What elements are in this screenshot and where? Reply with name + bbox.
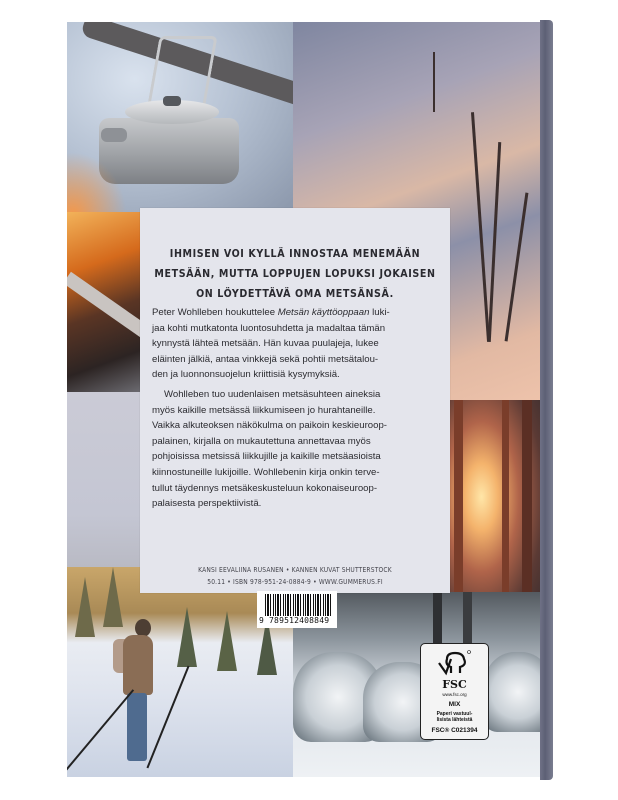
blurb-line: jaa kohti mutkatonta luontosuhdetta ja madaltaa tämän: [152, 322, 386, 334]
headline-line: METSÄÄN, MUTTA LOPPUJEN LOPUKSI JOKAISEN: [154, 268, 436, 280]
blurb-panel: [140, 208, 450, 593]
ski-pole: [67, 689, 134, 775]
blurb-paragraph: [152, 387, 440, 512]
blurb-paragraph: [152, 305, 440, 383]
fsc-description-line: Paperi vastuul-: [436, 711, 473, 717]
plant-stalk: [471, 112, 490, 342]
blurb-line: kynnystä lähteä metsään. Hän kuvaa puulajeja, lukee: [152, 338, 379, 350]
plant-stalk: [433, 52, 435, 112]
headline: [140, 244, 450, 304]
credits: [140, 564, 450, 588]
headline-line: ON LÖYDETTÄVÄ OMA METSÄNSÄ.: [196, 288, 394, 300]
credits-line: KANSI EEVALIINA RUSANEN • KANNEN KUVAT SHUTTERSTOCK: [198, 566, 392, 574]
kettle-spout: [101, 128, 127, 142]
blurb-line: tullut täydennys metsäkeskusteluun kokonaiseuroop-: [152, 482, 378, 494]
credits-line: 50.11 • ISBN 978-951-24-0884-9 • WWW.GUMMERUS.FI: [207, 578, 383, 586]
tree-trunk: [502, 400, 509, 615]
tree-trunk: [454, 400, 463, 615]
tree-trunk: [522, 400, 532, 615]
book-title: Metsän käyttöoppaan: [277, 307, 370, 318]
text-run: Peter Wohlleben houkuttelee: [152, 307, 278, 318]
tree: [217, 611, 237, 671]
plant-stalk: [505, 193, 529, 342]
fsc-tree-checkmark-icon: [437, 649, 473, 677]
fsc-label: [420, 643, 489, 740]
fsc-code: FSC® C021394: [431, 727, 478, 734]
snowy-spruce: [483, 652, 540, 732]
tree: [75, 577, 95, 637]
book-back-cover: [67, 22, 540, 777]
blurb-text: [152, 305, 440, 512]
kettle-knob: [163, 96, 181, 106]
fire-log: [67, 272, 140, 347]
blurb-line: kiinnostuneille lukijoille. Wohllebenin kirja onkin terve-: [152, 466, 380, 478]
blurb-line: [152, 305, 440, 321]
text-run: luki-: [369, 307, 390, 318]
barcode-digits: 9 789512408849: [259, 616, 330, 625]
blurb-line: eläinten jälkiä, antaa vinkkejä sekä pohtii metsätalou-: [152, 353, 379, 365]
blurb-line: den ja luonnonsuojelun kriittisiä kysymyksiä.: [152, 369, 340, 381]
tree: [177, 607, 197, 667]
skier-body: [123, 635, 153, 695]
barcode-bars: [265, 594, 333, 616]
photo-campfire: [67, 212, 140, 392]
photo-winter-sky: [67, 392, 140, 567]
fsc-brand: FSC: [442, 678, 467, 691]
fsc-description-line: lisista lähteistä: [436, 717, 473, 723]
blurb-line: pohjoisissa metsissä liikkujille ja kaikille metsäasioista: [152, 451, 381, 463]
fire-glow: [67, 152, 127, 212]
fsc-category: MIX: [448, 701, 461, 708]
blurb-line: Wohlleben tuo uudenlaisen metsäsuhteen aineksia: [164, 388, 381, 400]
blurb-line: myös kaikille metsässä liikkumiseen jo hurahtaneille.: [152, 404, 376, 416]
blurb-line: Vaikka alkuteoksen näkökulma on paikoin keskieuroop-: [152, 420, 388, 432]
blurb-line: palaisesta perspektiivistä.: [152, 498, 262, 510]
blurb-line: palainen, kirjalla on mukautettuna annettavaa myös: [152, 435, 371, 447]
book-spine-edge: [540, 20, 553, 780]
fsc-description: [421, 711, 488, 723]
photo-kettle-over-fire: [67, 22, 293, 212]
fsc-url: www.fsc.org: [442, 692, 467, 697]
tree: [103, 567, 123, 627]
skier-legs: [127, 693, 147, 761]
plant-stalk: [488, 142, 501, 342]
photo-sunset-forest: [450, 400, 540, 615]
isbn-barcode: [257, 591, 337, 628]
headline-line: IHMISEN VOI KYLLÄ INNOSTAA MENEMÄÄN: [169, 248, 421, 260]
